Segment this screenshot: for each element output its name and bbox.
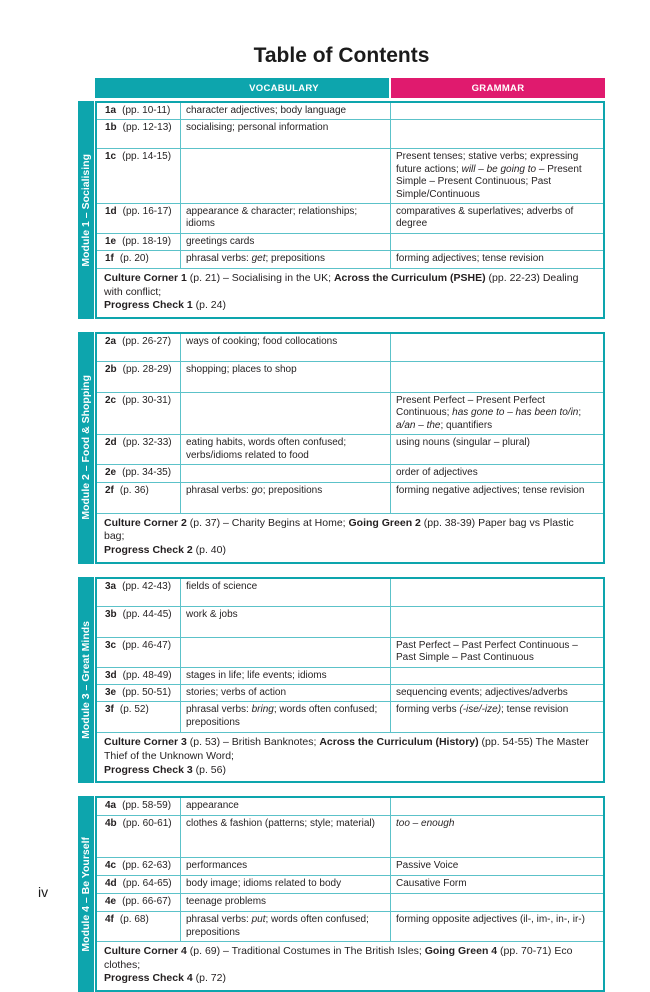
grammar-cell: [391, 465, 603, 481]
module-rows: [97, 103, 603, 269]
lesson-pages: (pp. 58-59): [122, 800, 172, 812]
text-segment: Going Green 4: [424, 945, 498, 958]
lesson-code: 4a: [105, 800, 117, 812]
table-row: [97, 149, 603, 204]
module-label: Module 3 – Great Minds: [80, 620, 92, 739]
lesson-pages: (p. 68): [119, 914, 149, 926]
lesson-pages: (pp. 48-49): [122, 669, 172, 681]
lesson-code-cell: [97, 579, 181, 606]
table-row: [97, 685, 603, 702]
text-segment: comparatives & superlatives; adverbs of degree: [396, 205, 574, 230]
vocabulary-cell: [181, 483, 391, 513]
text-segment: (p. 24): [192, 299, 226, 312]
lesson-code: 1a: [105, 105, 117, 116]
lesson-code-cell: [97, 234, 181, 250]
text-segment: ; tense revision: [501, 704, 569, 716]
lesson-code: 4c: [105, 860, 117, 872]
grammar-cell: [391, 858, 603, 875]
grammar-cell: [391, 798, 603, 815]
text-segment: ;: [578, 407, 582, 419]
module-block: [78, 101, 605, 319]
table-row: [97, 234, 603, 251]
table-of-contents-page: [0, 44, 605, 992]
table-row: [97, 393, 603, 435]
module-footer: [97, 514, 603, 562]
lesson-code: 3d: [105, 669, 117, 681]
module-label-band: [78, 577, 94, 784]
text-segment: (p. 37) – Charity Begins at Home;: [186, 516, 349, 529]
lesson-code: 1d: [105, 205, 117, 217]
grammar-cell: [391, 393, 603, 434]
table-row: [97, 702, 603, 733]
text-segment: fields of science: [186, 580, 258, 592]
grammar-cell: [391, 103, 603, 119]
module-label-band: [78, 101, 94, 319]
lesson-pages: (pp. 26-27): [122, 336, 172, 348]
table-row: [97, 204, 603, 234]
text-segment: Progress Check 4: [104, 972, 193, 985]
text-segment: (p. 69) – Traditional Costumes in The British Isles;: [186, 945, 425, 958]
table-row: [97, 465, 603, 482]
lesson-code: 4d: [105, 878, 117, 890]
lesson-pages: (p. 20): [119, 253, 149, 265]
table-row: [97, 798, 603, 816]
lesson-code-cell: [97, 685, 181, 701]
module-table: [95, 101, 605, 319]
vocabulary-cell: [181, 876, 391, 893]
text-segment: performances: [186, 860, 248, 872]
grammar-cell: [391, 149, 603, 203]
text-segment: Passive Voice: [396, 860, 459, 872]
text-segment: shopping; places to shop: [186, 364, 297, 376]
table-row: [97, 668, 603, 685]
grammar-cell: [391, 579, 603, 606]
table-row: [97, 120, 603, 149]
module-label: Module 4 – Be Yourself: [80, 836, 92, 952]
module-rows: [97, 798, 603, 942]
module-label-band: [78, 796, 94, 992]
grammar-cell: [391, 702, 603, 732]
lesson-code-cell: [97, 816, 181, 857]
vocabulary-cell: [181, 149, 391, 203]
grammar-cell: [391, 912, 603, 941]
lesson-pages: (pp. 60-61): [122, 818, 172, 830]
vocabulary-cell: [181, 103, 391, 119]
vocabulary-cell: [181, 234, 391, 250]
text-segment: (p. 21) – Socialising in the UK;: [186, 272, 334, 285]
vocabulary-cell: [181, 607, 391, 637]
lesson-code: 2a: [105, 336, 117, 348]
module-block: [78, 332, 605, 563]
table-row: [97, 579, 603, 607]
text-segment: Present Perfect – Present Perfect Continuous;: [396, 395, 545, 419]
text-segment: appearance: [186, 800, 239, 812]
lesson-code-cell: [97, 483, 181, 513]
text-segment: (p. 56): [192, 763, 226, 776]
text-segment: (pp. 54-55) The Master Thief of the Unknown Word;: [104, 736, 589, 762]
grammar-cell: [391, 668, 603, 684]
text-segment: Present tenses; stative verbs; expressing future actions;: [396, 151, 579, 175]
grammar-cell: [391, 638, 603, 667]
lesson-code-cell: [97, 607, 181, 637]
grammar-cell: [391, 876, 603, 893]
text-segment: ways of cooking; food collocations: [186, 336, 338, 348]
text-segment: Culture Corner 4: [104, 945, 187, 958]
text-segment: will – be going to: [461, 163, 537, 175]
lesson-code: 2f: [105, 484, 114, 496]
vocabulary-column-header: [95, 78, 389, 98]
text-segment: Progress Check 3: [104, 763, 193, 776]
text-segment: (pp. 38-39) Paper bag vs Plastic bag;: [104, 516, 574, 543]
text-segment: work & jobs: [186, 608, 238, 620]
text-segment: greetings cards: [186, 235, 255, 247]
grammar-cell: [391, 816, 603, 857]
lesson-pages: (p. 52): [119, 704, 149, 716]
lesson-code: 3b: [105, 608, 117, 620]
vocabulary-cell: [181, 894, 391, 911]
table-row: [97, 334, 603, 362]
lesson-pages: (pp. 44-45): [122, 608, 172, 620]
text-segment: stories; verbs of action: [186, 686, 287, 698]
lesson-code: 1f: [105, 253, 114, 265]
text-segment: (-ise/-ize): [459, 704, 502, 716]
grammar-cell: [391, 251, 603, 268]
text-segment: a/an – the: [396, 419, 441, 431]
text-segment: socialising; personal information: [186, 122, 329, 134]
text-segment: eating habits, words often confused; verbs/idioms related to food: [186, 437, 347, 461]
lesson-code: 4b: [105, 818, 117, 830]
lesson-code-cell: [97, 103, 181, 119]
text-segment: ; quantifiers: [440, 419, 493, 431]
text-segment: phrasal verbs:: [186, 484, 252, 496]
lesson-code-cell: [97, 251, 181, 268]
text-segment: bring: [251, 704, 274, 716]
lesson-pages: (pp. 10-11): [122, 105, 171, 116]
lesson-code: 2e: [105, 467, 117, 479]
lesson-code: 4e: [105, 896, 117, 908]
table-row: [97, 876, 603, 894]
lesson-code: 3f: [105, 704, 114, 716]
lesson-pages: (pp. 30-31): [122, 395, 172, 407]
vocabulary-cell: [181, 393, 391, 434]
grammar-cell: [391, 483, 603, 513]
text-segment: forming adjectives; tense revision: [396, 253, 544, 265]
module-label-band: [78, 332, 94, 563]
grammar-cell: [391, 334, 603, 361]
module-table: [95, 796, 605, 992]
text-segment: ; prepositions: [262, 484, 323, 496]
text-segment: (p. 72): [192, 972, 226, 985]
lesson-code-cell: [97, 798, 181, 815]
text-segment: – Present Simple – Present Continuous; Past Simple/Continuous: [396, 163, 582, 200]
text-segment: Past Perfect – Past Perfect Continuous – Past Simple – Past Continuous: [396, 639, 578, 663]
text-segment: body image; idioms related to body: [186, 878, 342, 890]
text-segment: character adjectives; body language: [186, 105, 347, 116]
lesson-code: 2d: [105, 437, 117, 449]
table-row: [97, 435, 603, 465]
vocabulary-cell: [181, 120, 391, 148]
text-segment: Across the Curriculum (PSHE): [333, 272, 486, 285]
lesson-pages: (pp. 64-65): [122, 878, 172, 890]
lesson-pages: (pp. 12-13): [122, 122, 172, 134]
table-row: [97, 483, 603, 514]
text-segment: (pp. 70-71) Eco clothes;: [104, 945, 573, 971]
module-rows: [97, 579, 603, 734]
lesson-code: 3e: [105, 686, 117, 698]
lesson-code-cell: [97, 362, 181, 392]
lesson-code: 2c: [105, 395, 117, 407]
grammar-column-header: [391, 78, 605, 98]
lesson-pages: (pp. 18-19): [122, 235, 172, 247]
text-segment: ; prepositions: [265, 253, 325, 265]
module-block: [78, 577, 605, 784]
text-segment: (p. 53) – British Banknotes;: [186, 736, 320, 749]
module-footer: [97, 942, 603, 990]
vocabulary-cell: [181, 638, 391, 667]
page-title: Table of Contents: [253, 44, 430, 67]
text-segment: Across the Curriculum (History): [319, 736, 479, 749]
text-segment: put: [251, 914, 266, 926]
text-segment: phrasal verbs:: [186, 704, 252, 716]
table-row: [97, 638, 603, 668]
lesson-code: 1b: [105, 122, 117, 134]
lesson-code-cell: [97, 120, 181, 148]
lesson-code: 4f: [105, 914, 114, 926]
table-row: [97, 362, 603, 393]
lesson-code-cell: [97, 876, 181, 893]
module-footer: [97, 269, 603, 317]
text-segment: using nouns (singular – plural): [396, 437, 530, 449]
module-table: [95, 332, 605, 563]
lesson-pages: (pp. 32-33): [122, 437, 172, 449]
lesson-code-cell: [97, 912, 181, 941]
grammar-cell: [391, 362, 603, 392]
vocabulary-cell: [181, 465, 391, 481]
vocabulary-cell: [181, 579, 391, 606]
grammar-header-label: GRAMMAR: [471, 82, 525, 94]
vocabulary-cell: [181, 435, 391, 464]
grammar-cell: [391, 234, 603, 250]
text-segment: teenage problems: [186, 896, 267, 908]
vocabulary-cell: [181, 685, 391, 701]
lesson-code-cell: [97, 638, 181, 667]
module-table: [95, 577, 605, 784]
table-row: [97, 607, 603, 638]
vocabulary-cell: [181, 816, 391, 857]
vocabulary-cell: [181, 204, 391, 233]
grammar-cell: [391, 120, 603, 148]
vocabulary-cell: [181, 912, 391, 941]
page-number: iv: [38, 884, 49, 900]
text-segment: clothes & fashion (patterns; style; material): [186, 818, 375, 830]
text-segment: get: [251, 253, 266, 265]
modules-container: [78, 101, 605, 992]
lesson-code-cell: [97, 149, 181, 203]
text-segment: (pp. 22-23) Dealing with conflict;: [104, 272, 579, 298]
lesson-code-cell: [97, 894, 181, 911]
lesson-code: 3c: [105, 639, 117, 651]
text-segment: Culture Corner 2: [104, 516, 187, 529]
lesson-pages: (pp. 66-67): [122, 896, 172, 908]
text-segment: ; words often confused; prepositions: [186, 914, 369, 938]
text-segment: (p. 40): [192, 543, 226, 556]
text-segment: too – enough: [396, 818, 455, 830]
text-segment: go: [251, 484, 263, 496]
text-segment: stages in life; life events; idioms: [186, 669, 327, 681]
grammar-cell: [391, 204, 603, 233]
lesson-pages: (pp. 50-51): [122, 686, 172, 698]
vocabulary-header-label: VOCABULARY: [249, 82, 319, 94]
lesson-pages: (pp. 62-63): [122, 860, 172, 872]
text-segment: Progress Check 1: [104, 299, 193, 312]
text-segment: Progress Check 2: [104, 543, 193, 556]
lesson-code-cell: [97, 334, 181, 361]
lesson-pages: (pp. 28-29): [122, 364, 172, 376]
lesson-pages: (pp. 14-15): [122, 151, 172, 163]
table-row: [97, 894, 603, 912]
lesson-code-cell: [97, 668, 181, 684]
grammar-cell: [391, 435, 603, 464]
grammar-cell: [391, 894, 603, 911]
text-segment: forming verbs: [396, 704, 460, 716]
text-segment: Going Green 2: [348, 516, 421, 529]
vocabulary-cell: [181, 668, 391, 684]
lesson-pages: (pp. 46-47): [122, 639, 172, 651]
text-segment: order of adjectives: [396, 467, 478, 479]
text-segment: phrasal verbs:: [186, 914, 252, 926]
module-rows: [97, 334, 603, 514]
lesson-code: 2b: [105, 364, 117, 376]
grammar-cell: [391, 685, 603, 701]
text-segment: appearance & character; relationships; idioms: [186, 205, 358, 230]
text-segment: has gone to – has been to/in: [452, 407, 579, 419]
lesson-code-cell: [97, 702, 181, 732]
text-segment: Causative Form: [396, 878, 467, 890]
text-segment: forming opposite adjectives (il-, im-, in-, ir-): [396, 914, 585, 926]
lesson-pages: (pp. 16-17): [122, 205, 172, 217]
vocabulary-cell: [181, 251, 391, 268]
lesson-code: 1c: [105, 151, 117, 163]
grammar-cell: [391, 607, 603, 637]
vocabulary-cell: [181, 798, 391, 815]
column-headers: [95, 78, 605, 98]
table-row: [97, 103, 603, 120]
table-row: [97, 912, 603, 942]
lesson-code: 3a: [105, 580, 117, 592]
vocabulary-cell: [181, 858, 391, 875]
text-segment: forming negative adjectives; tense revision: [396, 484, 585, 496]
lesson-code-cell: [97, 393, 181, 434]
lesson-code-cell: [97, 465, 181, 481]
table-row: [97, 816, 603, 858]
text-segment: Culture Corner 3: [104, 736, 187, 749]
lesson-code: 1e: [105, 235, 117, 247]
text-segment: sequencing events; adjectives/adverbs: [396, 686, 568, 698]
text-segment: Culture Corner 1: [104, 272, 187, 285]
text-segment: phrasal verbs:: [186, 253, 252, 265]
module-block: [78, 796, 605, 992]
module-label: Module 1 – Socialising: [80, 153, 92, 267]
lesson-code-cell: [97, 204, 181, 233]
vocabulary-cell: [181, 362, 391, 392]
module-footer: [97, 733, 603, 781]
table-row: [97, 858, 603, 876]
lesson-pages: (pp. 34-35): [122, 467, 172, 479]
module-label: Module 2 – Food & Shopping: [80, 375, 92, 521]
lesson-code-cell: [97, 858, 181, 875]
vocabulary-cell: [181, 334, 391, 361]
lesson-pages: (pp. 42-43): [122, 580, 172, 592]
lesson-pages: (p. 36): [119, 484, 149, 496]
vocabulary-cell: [181, 702, 391, 732]
table-row: [97, 251, 603, 269]
text-segment: ; words often confused; prepositions: [186, 704, 378, 728]
lesson-code-cell: [97, 435, 181, 464]
